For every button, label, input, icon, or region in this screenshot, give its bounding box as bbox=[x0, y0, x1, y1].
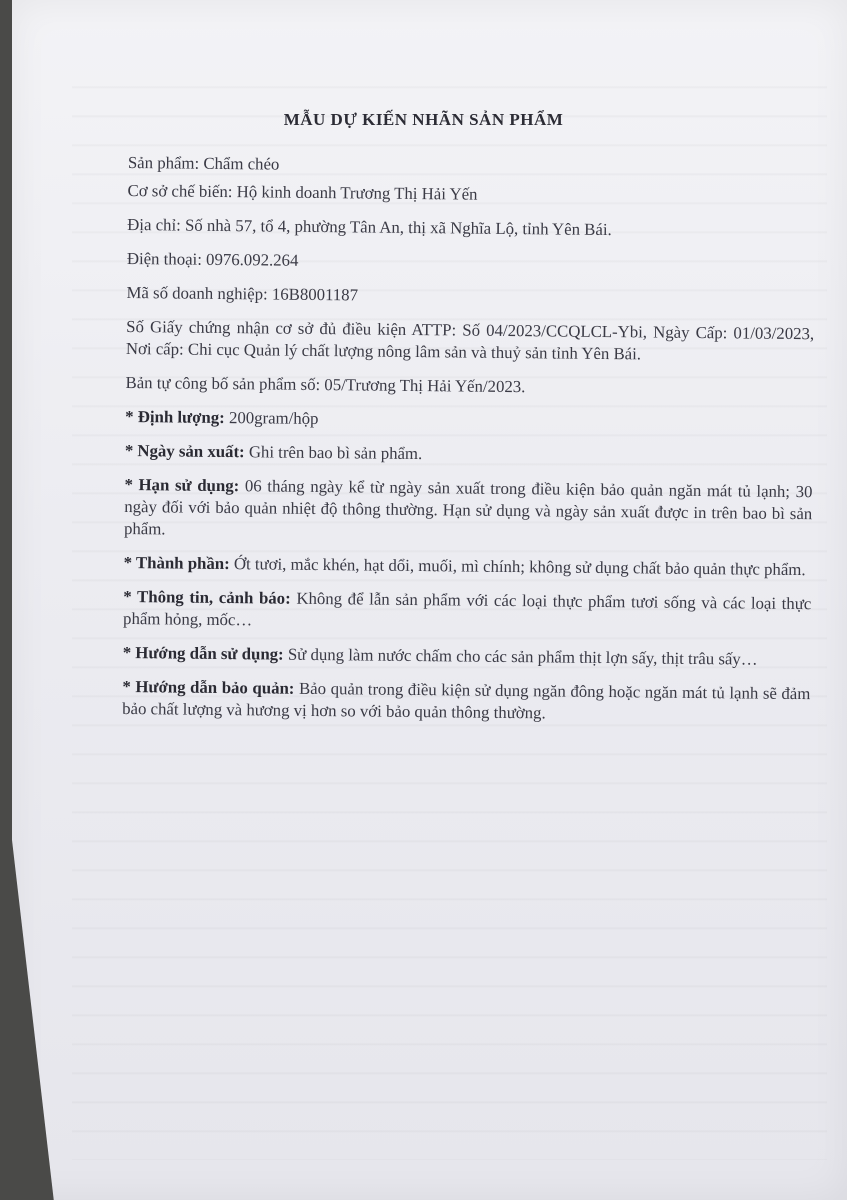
usage-label: * Hướng dẫn sử dụng: bbox=[122, 642, 284, 664]
storage-text: Bảo quản trong điều kiện sử dụng ngăn đông hoặc ngăn mát tủ lạnh sẽ đảm bảo chất lượng và hương vị hơn so với bảo quản thông thường. bbox=[122, 678, 811, 723]
quantity-text: 200gram/hộp bbox=[224, 408, 319, 429]
certificate-line: Số Giấy chứng nhận cơ sở đủ điều kiện ATTP: Số 04/2023/CCQLCL-Ybi, Ngày Cấp: 01/03/2023, Nơi cấp: Chi cục Quản lý chất lượng nông lâm sản và thuỷ sản tỉnh Yên Bái. bbox=[125, 316, 815, 364]
mfg-date-label: * Ngày sản xuất: bbox=[124, 440, 245, 462]
usage-text: Sử dụng làm nước chấm cho các sản phẩm thịt lợn sấy, thịt trâu sấy… bbox=[283, 644, 758, 669]
product-line: Sản phẩm: Chẩm chéo bbox=[127, 152, 280, 174]
mfg-date-section bbox=[125, 440, 813, 469]
self-declaration-line: Bản tự công bố sản phẩm số: 05/Trương Thị Hải Yến/2023. bbox=[125, 372, 526, 397]
ingredients-text: Ớt tươi, mắc khén, hạt dổi, muối, mì chính; không sử dụng chất bảo quản thực phẩm. bbox=[229, 554, 806, 580]
ingredients-label: * Thành phần: bbox=[123, 552, 230, 574]
warning-label: * Thông tin, cảnh báo: bbox=[123, 586, 291, 608]
phone-line: Điện thoại: 0976.092.264 bbox=[126, 248, 299, 270]
expiry-label: * Hạn sử dụng: bbox=[124, 474, 240, 496]
usage-section bbox=[123, 642, 811, 671]
business-code-line: Mã số doanh nghiệp: 16B8001187 bbox=[126, 282, 359, 305]
expiry-section bbox=[124, 474, 813, 547]
facility-line: Cơ sở chế biến: Hộ kinh doanh Trương Thị Hải Yến bbox=[127, 180, 478, 204]
document-title: MẪU DỰ KIẾN NHÃN SẢN PHẨM bbox=[283, 110, 564, 129]
storage-label: * Hướng dẫn bảo quản: bbox=[122, 676, 295, 698]
storage-section bbox=[122, 676, 810, 727]
mfg-date-text: Ghi trên bao bì sản phẩm. bbox=[244, 442, 423, 464]
label-content bbox=[122, 152, 816, 739]
address-line: Địa chỉ: Số nhà 57, tổ 4, phường Tân An, thị xã Nghĩa Lộ, tỉnh Yên Bái. bbox=[127, 214, 612, 240]
warning-section bbox=[123, 586, 811, 637]
quantity-label: * Định lượng: bbox=[125, 406, 225, 428]
warning-text: Không để lẫn sản phẩm với các loại thực phẩm tươi sống và các loại thực phẩm hỏng, mốc… bbox=[123, 588, 812, 630]
ingredients-section bbox=[124, 552, 812, 581]
expiry-text: 06 tháng ngày kể từ ngày sản xuất trong điều kiện bảo quản ngăn mát tủ lạnh; 30 ngày đối với bảo quản nhiệt độ thông thường. Hạn sử dụng và ngày sản xuất được in trên bao bì sản phẩm. bbox=[123, 476, 813, 539]
quantity-section bbox=[125, 406, 813, 435]
